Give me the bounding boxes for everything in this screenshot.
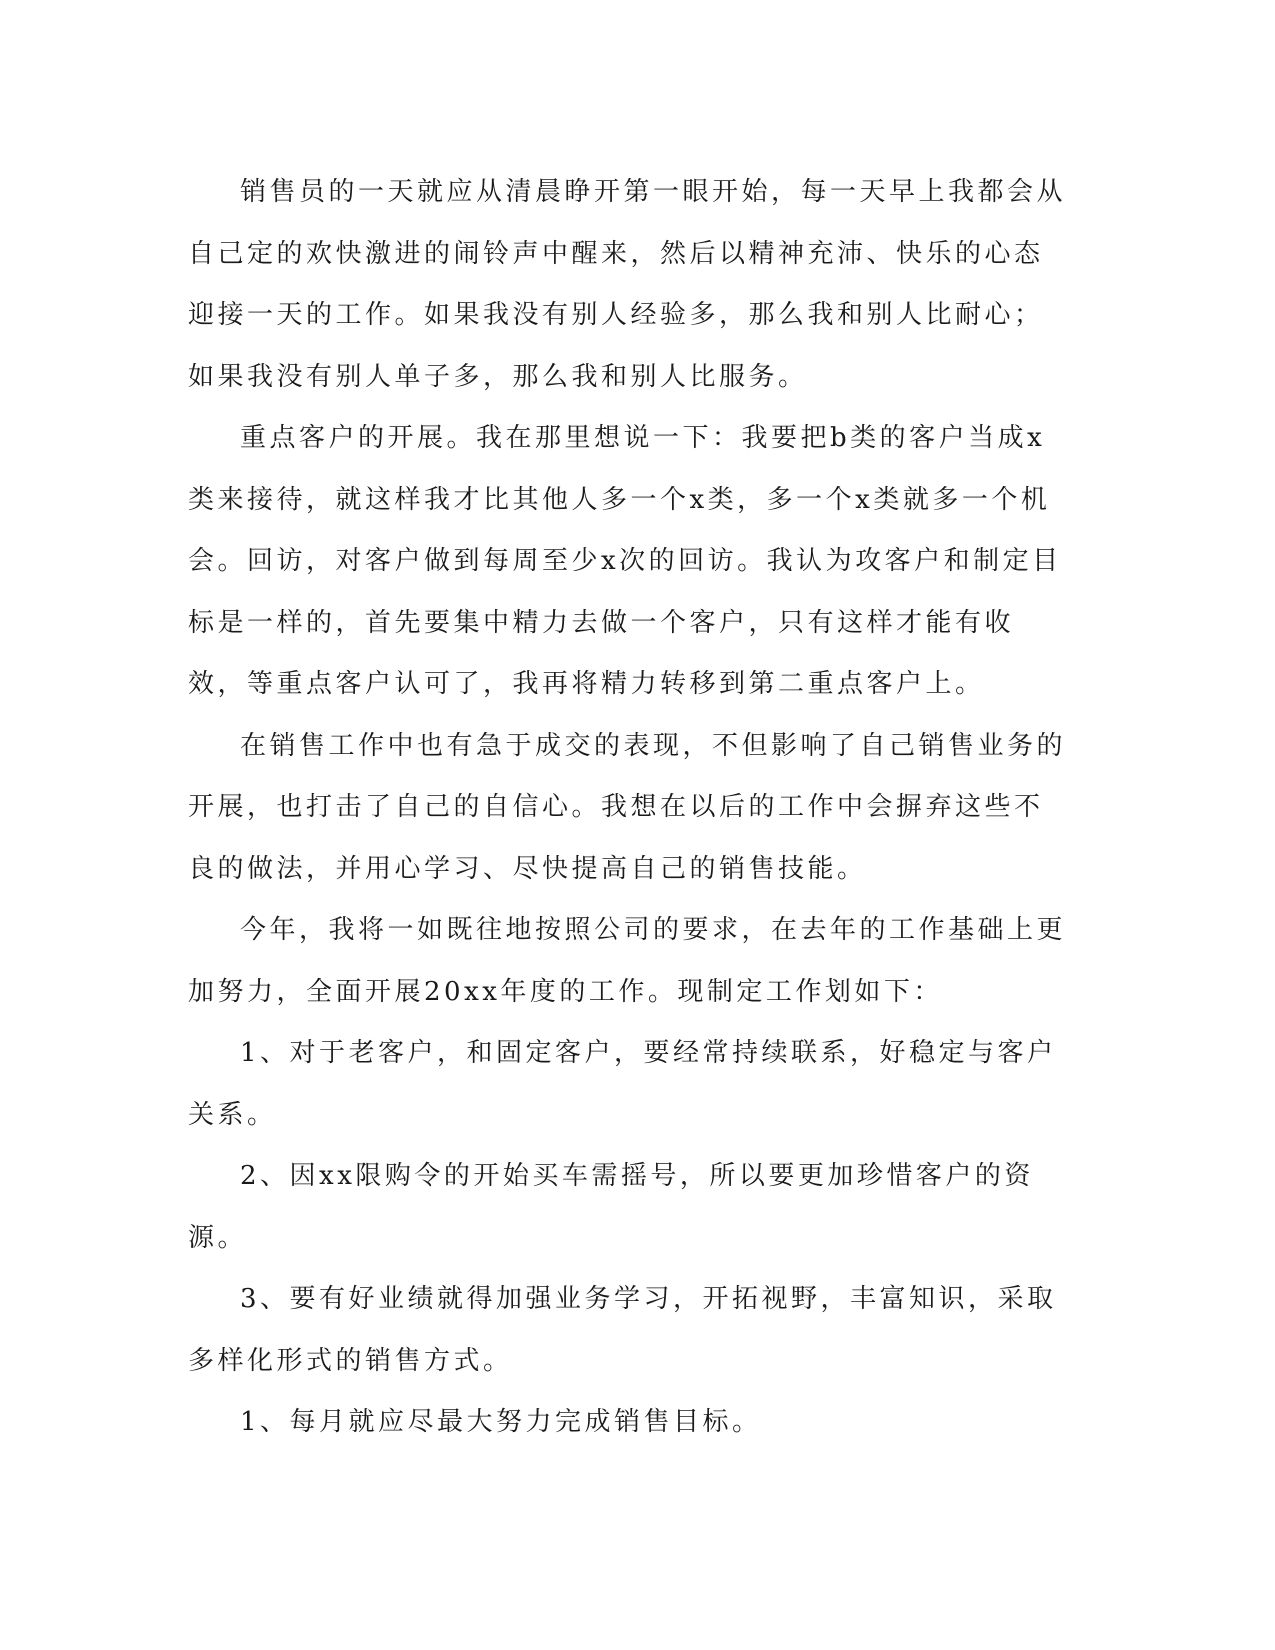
list-item-learning: 3、要有好业绩就得加强业务学习，开拓视野，丰富知识，采取多样化形式的销售方式。 (188, 1284, 1057, 1376)
paragraph-key-clients: 重点客户的开展。我在那里想说一下：我要把b类的客户当成x类来接待，就这样我才比其他人多一个x类，多一个x类就多一个机会。回访，对客户做到每周至少x次的回访。我认为攻客户和制定目标是一样的，首先要集中精力去做一个客户，只有这样才能有收效，等重点客户认可了，我再将精力转移到第二重点客户上。 (188, 423, 1062, 699)
document-body (188, 162, 1068, 1454)
paragraph-morning-routine: 销售员的一天就应从清晨睁开第一眼开始，每一天早上我都会从自己定的欢快激进的闹铃声中醒来，然后以精神充沛、快乐的心态迎接一天的工作。如果我没有别人经验多，那么我和别人比耐心；如果我没有别人单子多，那么我和别人比服务。 (188, 177, 1067, 392)
paragraph-sales-issues: 在销售工作中也有急于成交的表现，不但影响了自己销售业务的开展，也打击了自己的自信心。我想在以后的工作中会摒弃这些不良的做法，并用心学习、尽快提高自己的销售技能。 (188, 730, 1067, 884)
list-item-monthly-target: 1、每月就应尽最大努力完成销售目标。 (240, 1407, 762, 1437)
paragraph-annual-plan: 今年，我将一如既往地按照公司的要求，在去年的工作基础上更加努力，全面开展20xx年度的工作。现制定工作划如下： (188, 915, 1067, 1007)
list-item-purchase-limit: 2、因xx限购令的开始买车需摇号，所以要更加珍惜客户的资源。 (188, 1161, 1034, 1253)
list-item-old-clients: 1、对于老客户，和固定客户，要经常持续联系，好稳定与客户关系。 (188, 1038, 1057, 1130)
